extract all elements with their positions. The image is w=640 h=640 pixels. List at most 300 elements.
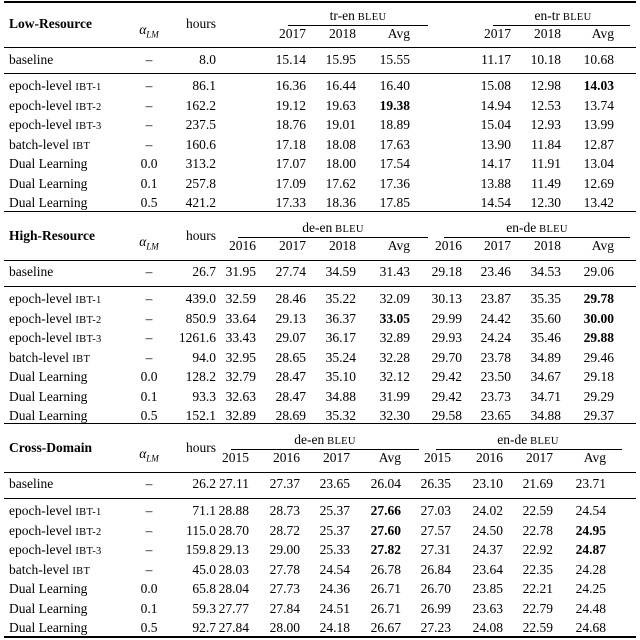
bleu-value: 24.37: [472, 542, 503, 557]
bleu-value: 29.58: [431, 408, 462, 423]
alpha-value: –: [145, 78, 153, 93]
bleu-value: 24.18: [319, 620, 350, 635]
hours-header: hours: [186, 228, 216, 243]
alpha-value: 0.5: [140, 195, 158, 210]
method-name: epoch-level: [9, 522, 72, 538]
method-tag: IBT-3: [75, 334, 102, 345]
bleu-value: 19.38: [379, 97, 410, 113]
bleu-value: 24.51: [319, 600, 350, 616]
year-header: 2018: [534, 238, 561, 253]
header-rule: [4, 260, 636, 261]
bleu-value: 18.76: [275, 117, 306, 132]
section-title: High-Resource: [9, 228, 95, 243]
method-tag: IBT: [72, 565, 91, 577]
bleu-value: 31.95: [225, 264, 256, 279]
bleu-value: 21.69: [522, 476, 553, 491]
bleu-value: 35.32: [325, 408, 356, 423]
method-label: [9, 620, 87, 636]
alpha-subscript: LM: [146, 29, 159, 40]
bleu-value: 24.28: [575, 561, 606, 577]
hours-value: 8.0: [199, 52, 216, 67]
bleu-value: 28.73: [269, 503, 300, 518]
bleu-value: 28.72: [269, 522, 300, 538]
bleu-value: 18.00: [325, 156, 356, 171]
baseline-label: [9, 476, 53, 492]
method-tag: IBT-2: [75, 526, 102, 538]
alpha-symbol: $\alpha_{LM}$: [139, 234, 159, 252]
alpha-value: –: [145, 349, 153, 365]
year-header: 2016: [273, 450, 300, 465]
method-label: [9, 523, 102, 541]
bleu-value: 27.77: [218, 600, 249, 616]
hours-value: 159.8: [185, 542, 216, 557]
year-header: 2017: [526, 450, 553, 465]
bleu-value: 17.36: [379, 175, 410, 191]
bleu-value: 34.53: [530, 264, 561, 279]
bleu-value: 24.42: [480, 310, 511, 326]
method-tag: IBT-2: [75, 314, 102, 326]
alpha-value: –: [145, 97, 153, 113]
bleu-value: 35.35: [530, 291, 561, 306]
hours-value: 115.0: [186, 522, 216, 538]
year-header: 2018: [329, 26, 356, 41]
method-tag: IBT-2: [75, 101, 102, 113]
bleu-value: 12.53: [530, 97, 561, 113]
bleu-value: 17.09: [275, 175, 306, 191]
hours-value: 26.2: [192, 476, 216, 491]
bleu-value: 18.08: [325, 136, 356, 152]
method-label: [9, 311, 102, 329]
metric-label: BLEU: [527, 436, 559, 447]
bleu-value: 28.88: [218, 503, 249, 518]
bleu-value: 25.33: [319, 542, 350, 557]
year-header: 2017: [484, 238, 511, 253]
bleu-value: 22.35: [522, 561, 553, 577]
method-label: [9, 195, 87, 211]
bleu-value: 13.90: [480, 136, 511, 152]
hours-value: 237.5: [185, 117, 216, 132]
hours-value: 71.1: [192, 503, 216, 518]
alpha-value: 0.0: [140, 581, 158, 596]
bleu-value: 28.47: [275, 388, 306, 404]
year-header: 2016: [476, 450, 503, 465]
bleu-value: 24.25: [575, 581, 606, 596]
bleu-value: 30.00: [583, 310, 614, 326]
bleu-value: 23.73: [480, 388, 511, 404]
bleu-value: 24.48: [575, 600, 606, 616]
bleu-value: 26.78: [370, 561, 401, 577]
bleu-value: 32.63: [225, 388, 256, 404]
avg-header: Avg: [378, 450, 401, 465]
baseline-label: [9, 264, 53, 280]
method-label: [9, 389, 87, 405]
method-label: [9, 78, 102, 96]
method-label: [9, 601, 87, 617]
bleu-value: 27.60: [370, 522, 401, 538]
baseline-rule: [4, 498, 636, 499]
avg-header: Avg: [387, 26, 410, 41]
bleu-value: 27.11: [219, 476, 249, 491]
alpha-lm-header: [109, 234, 189, 255]
language-pair: de-en: [302, 220, 333, 235]
group-header-de-en: [285, 432, 365, 450]
bleu-value: 12.69: [583, 175, 614, 191]
hours-value: 439.0: [185, 291, 216, 306]
bleu-value: 23.50: [480, 369, 511, 384]
bleu-value: 14.94: [480, 97, 511, 113]
bleu-value: 27.31: [420, 542, 451, 557]
bleu-value: 27.57: [420, 522, 451, 538]
bleu-value: 17.62: [325, 175, 356, 191]
bleu-value: 28.46: [275, 291, 306, 306]
bleu-value: 13.74: [583, 97, 614, 113]
method-name: Dual Learning: [9, 600, 88, 616]
alpha-value: 0.5: [140, 620, 158, 635]
bleu-value: 10.18: [530, 52, 561, 67]
hours-value: 128.2: [185, 369, 216, 384]
bleu-value: 28.03: [218, 561, 249, 577]
year-header: 2017: [484, 26, 511, 41]
bleu-value: 31.43: [379, 264, 410, 279]
bleu-value: 22.78: [522, 522, 553, 538]
bleu-value: 15.04: [480, 117, 511, 132]
group-header-en-de: [488, 432, 568, 450]
method-name: batch-level: [9, 136, 69, 152]
method-name: epoch-level: [9, 97, 72, 113]
year-header: 2017: [323, 450, 350, 465]
bleu-value: 35.22: [325, 291, 356, 306]
bleu-value: 32.89: [379, 330, 410, 345]
hours-value: 93.3: [192, 388, 216, 404]
bleu-value: 27.84: [269, 600, 300, 616]
method-name: baseline: [9, 264, 54, 279]
language-pair: de-en: [294, 432, 325, 447]
bleu-value: 26.04: [370, 476, 401, 491]
year-header: 2018: [534, 26, 561, 41]
bleu-value: 28.65: [275, 349, 306, 365]
bleu-value: 29.70: [431, 349, 462, 365]
year-header: 2016: [435, 238, 462, 253]
language-pair: tr-en: [329, 8, 355, 23]
bleu-value: 11.84: [531, 136, 561, 152]
bleu-value: 27.74: [275, 264, 306, 279]
bleu-value: 13.88: [480, 175, 511, 191]
hours-header: hours: [186, 16, 216, 31]
bleu-value: 29.13: [218, 542, 249, 557]
method-name: batch-level: [9, 349, 69, 365]
hours-value: 26.7: [192, 264, 216, 279]
method-tag: IBT-3: [75, 121, 102, 132]
alpha-value: –: [145, 52, 153, 67]
section-low-resource: [0, 0, 640, 214]
hours-value: 86.1: [192, 78, 216, 93]
alpha-lm-header: [109, 22, 189, 43]
bleu-value: 15.08: [480, 78, 511, 93]
bleu-value: 23.71: [575, 476, 606, 491]
bleu-value: 29.88: [583, 330, 614, 345]
alpha-value: –: [145, 117, 153, 132]
alpha-value: 0.5: [140, 408, 158, 423]
bleu-value: 32.89: [225, 408, 256, 423]
bleu-value: 35.46: [530, 330, 561, 345]
section-title: Cross-Domain: [9, 440, 93, 455]
method-tag: IBT-1: [75, 82, 102, 93]
bleu-value: 15.95: [325, 52, 356, 67]
bleu-value: 18.89: [379, 117, 410, 132]
bleu-value: 28.70: [218, 522, 249, 538]
bleu-value: 33.43: [225, 330, 256, 345]
bleu-value: 29.42: [431, 388, 462, 404]
group-header-tr-en: [318, 8, 398, 26]
bleu-value: 22.92: [522, 542, 553, 557]
metric-label: BLEU: [324, 436, 356, 447]
bleu-value: 32.12: [379, 369, 410, 384]
baseline-rule: [4, 73, 636, 74]
alpha-symbol: $\alpha_{LM}$: [139, 22, 159, 40]
bleu-value: 24.02: [472, 503, 503, 518]
bleu-value: 17.85: [379, 195, 410, 210]
bleu-value: 22.59: [522, 620, 553, 635]
metric-label: BLEU: [354, 12, 387, 23]
bleu-value: 18.36: [325, 195, 356, 210]
hours-value: 94.0: [192, 349, 216, 365]
alpha-value: –: [145, 264, 153, 279]
hours-header: hours: [186, 440, 216, 455]
bleu-value: 19.01: [325, 117, 356, 132]
year-header: 2017: [279, 238, 306, 253]
section-title: Low-Resource: [9, 16, 92, 31]
bleu-value: 24.68: [575, 620, 606, 635]
method-name: Dual Learning: [9, 388, 88, 404]
header-rule: [4, 472, 636, 473]
bleu-value: 12.30: [530, 195, 561, 210]
hours-value: 850.9: [185, 310, 216, 326]
avg-header: Avg: [387, 238, 410, 253]
method-label: [9, 408, 87, 424]
bleu-value: 24.36: [319, 581, 350, 596]
method-tag: IBT: [72, 140, 91, 152]
bleu-value: 23.85: [472, 581, 503, 596]
alpha-value: 0.1: [140, 388, 158, 404]
baseline-label: [9, 52, 53, 68]
bleu-value: 29.78: [583, 291, 614, 306]
bleu-value: 29.18: [583, 369, 614, 384]
metric-label: BLEU: [536, 224, 568, 235]
bleu-value: 12.98: [530, 78, 561, 93]
metric-label: BLEU: [559, 12, 592, 23]
bleu-value: 17.54: [379, 156, 410, 171]
hours-value: 162.2: [185, 97, 216, 113]
alpha-value: –: [145, 476, 153, 491]
bleu-value: 33.64: [225, 310, 256, 326]
bleu-value: 14.54: [480, 195, 511, 210]
year-header: 2015: [424, 450, 451, 465]
bleu-value: 29.93: [431, 330, 462, 345]
bleu-value: 27.73: [269, 581, 300, 596]
alpha-subscript: LM: [146, 241, 159, 252]
section-high-resource: [0, 214, 640, 426]
bleu-value: 26.70: [420, 581, 451, 596]
baseline-rule: [4, 286, 636, 287]
bleu-value: 26.35: [420, 476, 451, 491]
bleu-value: 23.64: [472, 561, 503, 577]
method-label: [9, 369, 87, 385]
method-name: Dual Learning: [9, 408, 88, 423]
bleu-value: 11.91: [531, 156, 561, 171]
group-header-en-tr: [523, 8, 603, 26]
method-name: Dual Learning: [9, 156, 88, 171]
section-bottom-rule: [4, 636, 636, 638]
method-label: [9, 291, 102, 309]
bleu-value: 13.99: [583, 117, 614, 132]
section-bottom-rule: [4, 423, 636, 424]
hours-value: 313.2: [185, 156, 216, 171]
bleu-value: 28.47: [275, 369, 306, 384]
bleu-value: 23.10: [472, 476, 503, 491]
method-name: batch-level: [9, 561, 69, 577]
method-label: [9, 137, 90, 155]
avg-header: Avg: [591, 26, 614, 41]
method-label: [9, 350, 90, 368]
method-name: baseline: [9, 52, 54, 67]
hours-value: 59.3: [192, 600, 216, 616]
alpha-value: 0.0: [140, 369, 158, 384]
bleu-value: 32.59: [225, 291, 256, 306]
alpha-value: –: [145, 561, 153, 577]
bleu-value: 26.71: [370, 600, 401, 616]
bleu-value: 17.63: [379, 136, 410, 152]
bleu-value: 32.79: [225, 369, 256, 384]
group-header-de-en: [293, 220, 373, 238]
method-label: [9, 503, 102, 521]
bleu-value: 34.71: [530, 388, 561, 404]
bleu-value: 30.13: [431, 291, 462, 306]
bleu-value: 17.18: [275, 136, 306, 152]
alpha-lm-header: [109, 446, 189, 467]
bleu-value: 29.29: [583, 388, 614, 404]
bleu-value: 26.71: [370, 581, 401, 596]
bleu-value: 27.37: [269, 476, 300, 491]
bleu-value: 25.37: [319, 503, 350, 518]
bleu-value: 23.46: [480, 264, 511, 279]
hours-value: 92.7: [192, 620, 216, 635]
alpha-value: –: [145, 542, 153, 557]
bleu-value: 27.82: [370, 542, 401, 557]
method-label: [9, 156, 87, 172]
bleu-value: 24.24: [480, 330, 511, 345]
bleu-value: 35.60: [530, 310, 561, 326]
method-name: Dual Learning: [9, 195, 88, 210]
bleu-value: 24.87: [575, 542, 606, 557]
section-cross-domain: [0, 427, 640, 639]
group-header-en-de: [497, 220, 577, 238]
bleu-value: 36.17: [325, 330, 356, 345]
hours-value: 421.2: [185, 195, 216, 210]
hours-value: 152.1: [185, 408, 216, 423]
bleu-value: 29.99: [431, 310, 462, 326]
year-header: 2018: [329, 238, 356, 253]
method-label: [9, 330, 102, 348]
bleu-value: 29.00: [269, 542, 300, 557]
bleu-value: 11.17: [481, 52, 511, 67]
bleu-value: 34.89: [530, 349, 561, 365]
bleu-value: 25.37: [319, 522, 350, 538]
bleu-value: 13.42: [583, 195, 614, 210]
method-name: epoch-level: [9, 503, 72, 518]
bleu-value: 23.63: [472, 600, 503, 616]
bleu-value: 15.55: [379, 52, 410, 67]
bleu-value: 32.30: [379, 408, 410, 423]
bleu-value: 24.54: [319, 561, 350, 577]
bleu-value: 16.36: [275, 78, 306, 93]
method-name: epoch-level: [9, 542, 72, 557]
year-header: 2016: [229, 238, 256, 253]
bleu-value: 17.33: [275, 195, 306, 210]
alpha-value: –: [145, 136, 153, 152]
year-header: 2017: [279, 26, 306, 41]
bleu-value: 26.99: [420, 600, 451, 616]
bleu-value: 22.79: [522, 600, 553, 616]
bleu-value: 12.93: [530, 117, 561, 132]
hours-value: 160.6: [185, 136, 216, 152]
bleu-value: 28.00: [269, 620, 300, 635]
bleu-value: 23.78: [480, 349, 511, 365]
bleu-value: 23.65: [319, 476, 350, 491]
avg-header: Avg: [583, 450, 606, 465]
method-name: Dual Learning: [9, 620, 88, 635]
section-bottom-rule: [4, 211, 636, 212]
method-name: epoch-level: [9, 291, 72, 306]
language-pair: en-de: [506, 220, 537, 235]
alpha-value: –: [145, 330, 153, 345]
bleu-value: 29.42: [431, 369, 462, 384]
bleu-value: 17.07: [275, 156, 306, 171]
bleu-value: 29.13: [275, 310, 306, 326]
bleu-value: 26.67: [370, 620, 401, 635]
method-tag: IBT-3: [75, 546, 102, 557]
hours-value: 257.8: [185, 175, 216, 191]
bleu-value: 27.23: [420, 620, 451, 635]
alpha-value: –: [145, 291, 153, 306]
bleu-value: 24.95: [575, 522, 606, 538]
bleu-value: 19.63: [325, 97, 356, 113]
bleu-value: 11.49: [531, 175, 561, 191]
bleu-value: 34.88: [325, 388, 356, 404]
bleu-value: 16.40: [379, 78, 410, 93]
method-tag: IBT-1: [75, 507, 102, 518]
bleu-value: 31.99: [379, 388, 410, 404]
metric-label: BLEU: [332, 224, 364, 235]
alpha-subscript: LM: [146, 453, 159, 464]
method-name: Dual Learning: [9, 175, 88, 191]
bleu-value: 34.67: [530, 369, 561, 384]
alpha-value: 0.1: [140, 600, 158, 616]
bleu-value: 27.84: [218, 620, 249, 635]
method-name: epoch-level: [9, 330, 72, 345]
bleu-value: 32.95: [225, 349, 256, 365]
method-name: epoch-level: [9, 310, 72, 326]
bleu-value: 26.84: [420, 561, 451, 577]
avg-header: Avg: [591, 238, 614, 253]
alpha-value: –: [145, 522, 153, 538]
bleu-value: 13.04: [583, 156, 614, 171]
bleu-value: 28.04: [218, 581, 249, 596]
bleu-value: 32.28: [379, 349, 410, 365]
method-label: [9, 98, 102, 116]
bleu-value: 34.88: [530, 408, 561, 423]
bleu-value: 27.78: [269, 561, 300, 577]
method-label: [9, 562, 90, 580]
